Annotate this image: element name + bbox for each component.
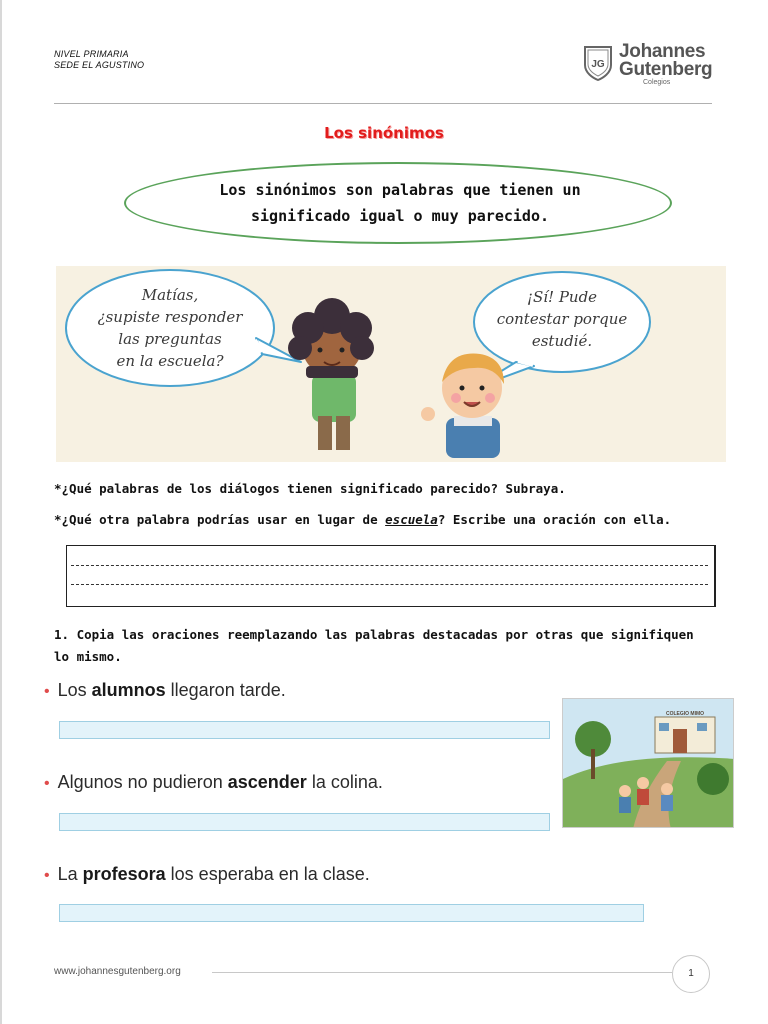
school-campus: SEDE EL AGUSTINO <box>54 60 145 70</box>
page-edge <box>0 0 2 1024</box>
question-2-before: *¿Qué otra palabra podrías usar en lugar de <box>54 512 386 527</box>
sentence-2-before: Algunos no pudieron <box>57 772 228 792</box>
sentence-3-highlight: profesora <box>82 864 166 884</box>
bullet-icon: • <box>44 775 50 792</box>
instruction-line-2: lo mismo. <box>54 649 122 664</box>
girl-line-2: ¿supiste responder <box>97 308 243 326</box>
boy-character <box>421 354 504 458</box>
sentence-3-before: La <box>57 864 83 884</box>
girl-bubble-text <box>78 284 262 372</box>
sentence-item-1 <box>44 680 286 701</box>
logo-name <box>619 43 712 79</box>
school-scene-drawing <box>563 699 734 828</box>
school-sign: COLEGIO MIMO <box>665 711 705 717</box>
logo-subtitle: Colegios <box>643 79 671 86</box>
writing-line-1 <box>71 565 708 566</box>
question-1: *¿Qué palabras de los diálogos tienen significado parecido? Subraya. <box>54 481 566 496</box>
definition-line-1: Los sinónimos son palabras que tienen un <box>219 181 581 199</box>
boy-line-3: estudié. <box>531 332 593 350</box>
school-level: NIVEL PRIMARIA <box>54 49 129 59</box>
header-divider <box>54 103 712 104</box>
footer-url[interactable]: www.johannesgutenberg.org <box>54 966 181 977</box>
boy-bubble-text <box>480 286 644 352</box>
sentence-2-after: la colina. <box>306 772 383 792</box>
girl-line-3: las preguntas <box>118 330 222 348</box>
question-2-after: ? Escribe una oración con ella. <box>437 512 672 527</box>
writing-area[interactable] <box>66 545 716 607</box>
question-2-word: escuela <box>385 512 438 527</box>
boy-line-2: contestar porque <box>496 310 628 328</box>
girl-character <box>288 298 374 450</box>
answer-field-1[interactable] <box>59 721 550 739</box>
bullet-icon: • <box>44 683 50 700</box>
footer-divider <box>212 972 672 973</box>
boy-line-1: ¡Sí! Pude <box>526 288 598 306</box>
definition-line-2: significado igual o muy parecido. <box>250 207 549 225</box>
answer-field-2[interactable] <box>59 813 550 831</box>
sentence-item-2 <box>44 772 383 793</box>
writing-line-2 <box>71 584 708 585</box>
logo-initials: JG <box>591 59 605 70</box>
dialogue-illustration <box>56 266 726 462</box>
exercise-instruction <box>54 624 714 668</box>
sentence-3-after: los esperaba en la clase. <box>165 864 370 884</box>
girl-line-4: en la escuela? <box>116 352 224 370</box>
school-hill-illustration <box>562 698 734 828</box>
logo-name-line1: Johannes <box>619 41 706 62</box>
page-title: Los sinónimos <box>324 124 444 142</box>
instruction-line-1: 1. Copia las oraciones reemplazando las palabras destacadas por otras que signifiquen <box>54 627 694 642</box>
shield-icon <box>583 45 613 81</box>
answer-field-3[interactable] <box>59 904 644 922</box>
girl-line-1: Matías, <box>141 286 199 304</box>
bullet-icon: • <box>44 867 50 884</box>
school-logo <box>583 43 723 91</box>
question-2 <box>54 512 671 527</box>
definition-text <box>150 177 650 229</box>
sentence-2-highlight: ascender <box>227 772 307 792</box>
sentence-1-after: llegaron tarde. <box>165 680 286 700</box>
page-number: 1 <box>672 955 710 993</box>
sentence-1-before: Los <box>57 680 92 700</box>
sentence-item-3 <box>44 864 370 885</box>
logo-name-line2: Gutenberg <box>619 59 713 80</box>
sentence-1-highlight: alumnos <box>91 680 166 700</box>
